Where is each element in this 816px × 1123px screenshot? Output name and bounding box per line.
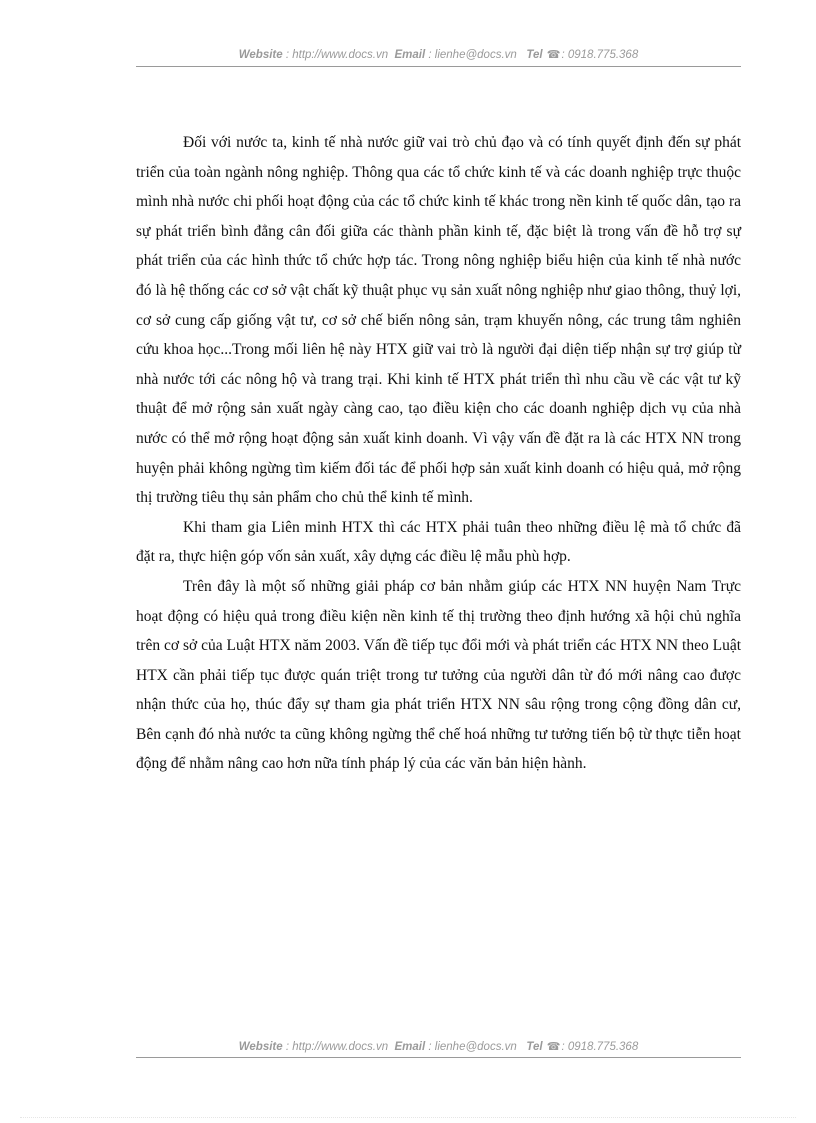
footer-tel-label: Tel xyxy=(526,1041,543,1053)
footer-website-sep: : xyxy=(282,1041,293,1053)
paragraph-3: Trên đây là một số những giải pháp cơ bản nhằm giúp các HTX NN huyện Nam Trực hoạt động có hiệu quả trong điều kiện nền kinh tế thị trường theo định hướng xã hội chủ nghĩa trên cơ sở của Luật HTX năm 2003. Vấn đề tiếp tục đổi mới và phát triển các HTX NN theo Luật HTX cần phải tiếp tục được quán triệt trong tư tưởng của người dân từ đó mới nâng cao được nhận thức của họ, thúc đẩy sự tham gia phát triển HTX NN sâu rộng trong cộng đồng dân cư, Bên cạnh đó nhà nước ta cũng không ngừng thể chế hoá những tư tưởng tiến bộ từ thực tiễn hoạt động để nhằm nâng cao hơn nữa tính pháp lý của các văn bản hiện hành. xyxy=(136,577,741,773)
header-tel-value: 0918.775.368 xyxy=(567,49,639,61)
footer-website-label: Website xyxy=(238,1041,283,1053)
header-website-url[interactable]: http://www.docs.vn xyxy=(292,49,389,61)
phone-icon: ☎ xyxy=(546,49,561,61)
paragraph-1: Đối với nước ta, kinh tế nhà nước giữ vai trò chủ đạo và có tính quyết định đến sự phát triển của toàn ngành nông nghiệp. Thông qua các tổ chức kinh tế và các doanh nghiệp trực thuộc mình nhà nước chi phối hoạt động của các tổ chức kinh tế khác trong nền kinh tế quốc dân, tạo ra sự phát triển bình đẳng cân đối giữa các thành phần kinh tế, đặc biệt là trong vấn đề hỗ trợ sự phát triển của các hình thức tổ chức hợp tác. Trong nông nghiệp biểu hiện của kinh tế nhà nước đó là hệ thống các cơ sở vật chất kỹ thuật phục vụ sản xuất nông nghiệp như giao thông, thuỷ lợi, cơ sở cung cấp giống vật tư, cơ sở chế biến nông sản, trạm khuyến nông, các trung tâm nghiên cứu khoa học...Trong mối liên hệ này HTX giữ vai trò là người đại diện tiếp nhận sự trợ giúp từ nhà nước tới các nông hộ và trang trại. Khi kinh tế HTX phát triển thì nhu cầu về các vật tư kỹ thuật để mở rộng sản xuất ngày càng cao, tạo điều kiện cho các doanh nghiệp dịch vụ của nhà nước có thể mở rộng hoạt động sản xuất kinh doanh. Vì vậy vấn đề đặt ra là các HTX NN trong huyện phải không ngừng tìm kiếm đối tác để phối hợp sản xuất kinh doanh có hiệu quả, mở rộng thị trường tiêu thụ sản phẩm cho chủ thể kinh tế mình. xyxy=(136,134,741,507)
header-email-sep: : xyxy=(425,49,435,61)
footer-divider xyxy=(136,1057,741,1058)
page-header xyxy=(136,48,741,61)
footer-tel-value: 0918.775.368 xyxy=(567,1041,639,1053)
header-divider xyxy=(136,66,741,67)
phone-icon: ☎ xyxy=(546,1041,561,1053)
header-tel-sep: : xyxy=(561,49,568,61)
footer-email-sep: : xyxy=(425,1041,435,1053)
footer-tel-sep: : xyxy=(561,1041,568,1053)
footer-email-value[interactable]: lienhe@docs.vn xyxy=(434,1041,517,1053)
footer-website-url[interactable]: http://www.docs.vn xyxy=(292,1041,389,1053)
page-bottom-border xyxy=(20,1117,796,1118)
header-website-sep: : xyxy=(282,49,293,61)
footer-email-label: Email xyxy=(394,1041,426,1053)
header-email-value[interactable]: lienhe@docs.vn xyxy=(434,49,517,61)
header-tel-label: Tel xyxy=(526,49,543,61)
header-email-label: Email xyxy=(394,49,426,61)
page-footer xyxy=(136,1040,741,1053)
header-website-label: Website xyxy=(238,49,283,61)
paragraph-2: Khi tham gia Liên minh HTX thì các HTX phải tuân theo những điều lệ mà tổ chức đã đặt ra, thực hiện góp vốn sản xuất, xây dựng các điều lệ mẫu phù hợp. xyxy=(136,518,741,566)
document-body xyxy=(136,128,741,779)
